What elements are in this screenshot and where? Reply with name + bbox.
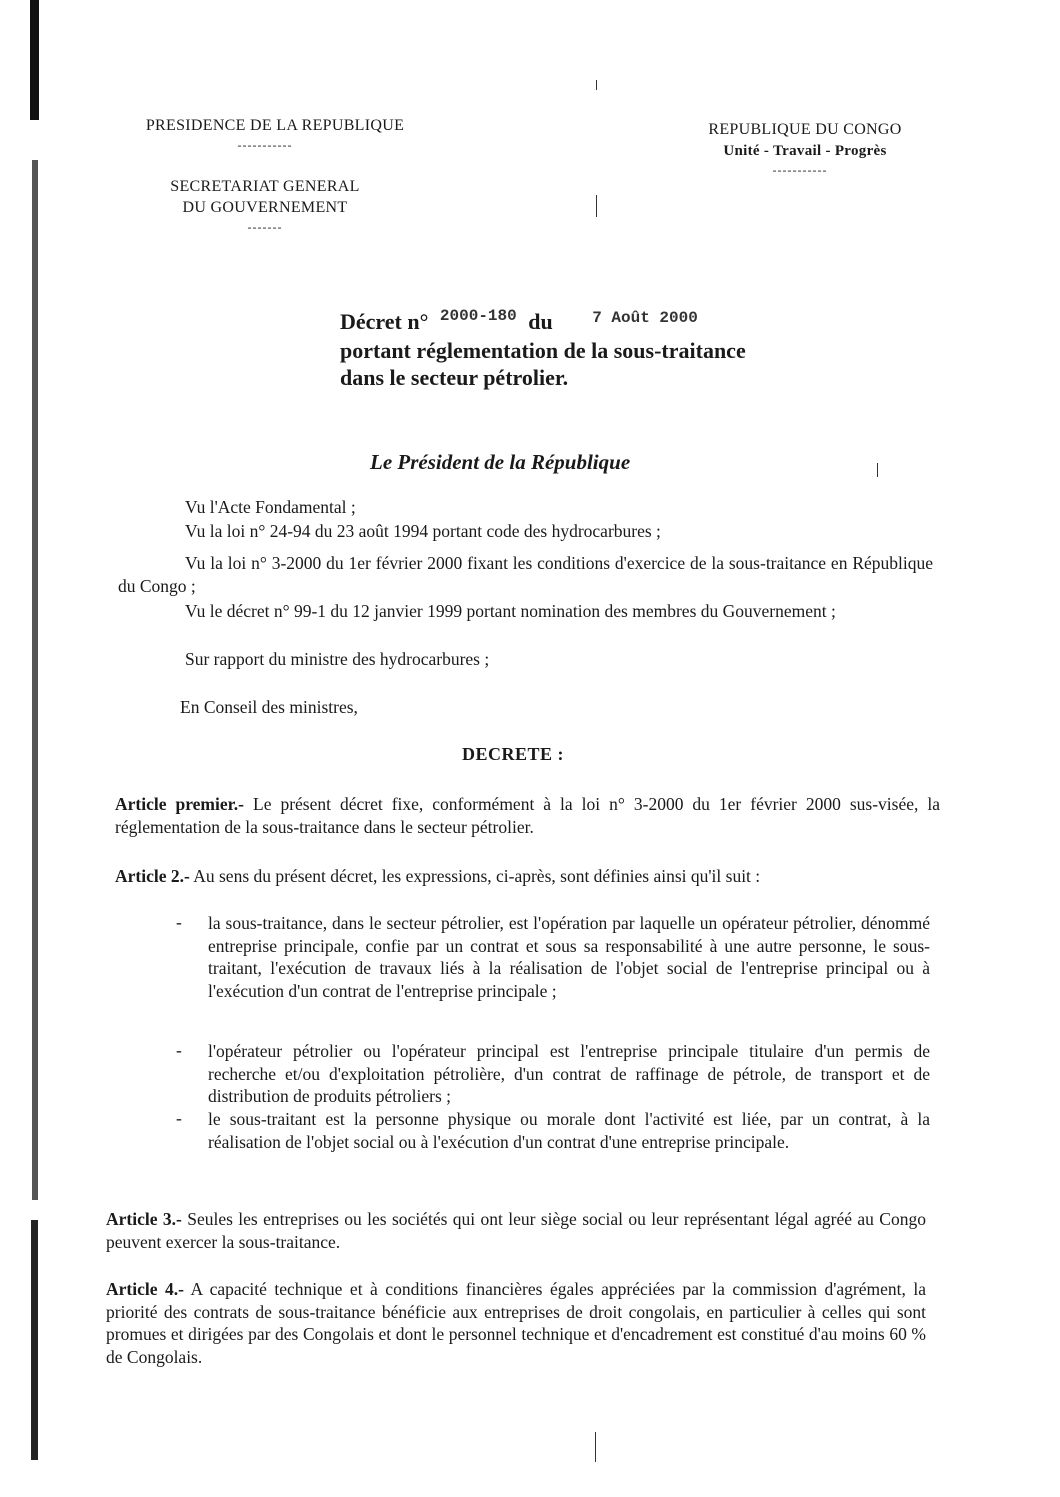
article-2	[115, 865, 940, 888]
article-4	[106, 1278, 926, 1368]
article-1	[115, 793, 940, 838]
header-right-separator: -----------	[772, 163, 828, 177]
decree-subject-line1: portant réglementation de la sous-traitance	[340, 338, 746, 363]
article-2-text: Au sens du présent décret, les expressions, ci-après, sont définies ainsi qu'il suit :	[189, 866, 761, 886]
header-left-separator: -----------	[237, 138, 293, 152]
definition-1: la sous-traitance, dans le secteur pétrolier, est l'opération par laquelle un opérateur pétrolier, dénommé entreprise principale, confie par un contrat et sous sa responsabilité à une autre personne, le sous-traitant, l'exécution de travaux liés à la réalisation de l'objet social de l'entreprise principal ou à l'exécution d'un contrat de l'entreprise principale ;	[208, 913, 930, 1001]
scan-edge-mark	[30, 0, 39, 120]
header-left-line1: PRESIDENCE DE LA REPUBLIQUE	[145, 117, 405, 134]
decree-subject-line2: dans le secteur pétrolier.	[340, 365, 569, 390]
decree-label: Décret n°	[340, 309, 429, 334]
decree-date: 7 Août 2000	[592, 309, 698, 327]
scan-edge-mark	[32, 160, 38, 1200]
article-1-label: Article premier.-	[115, 794, 245, 814]
header-left-line2: SECRETARIAT GENERAL	[170, 178, 360, 195]
definition-dash: -	[176, 1040, 182, 1060]
header-left-line3: DU GOUVERNEMENT	[182, 199, 348, 216]
article-3-label: Article 3.-	[106, 1209, 182, 1229]
definition-3: le sous-traitant est la personne physique ou morale dont l'activité est liée, par un contrat, à la réalisation de l'objet social ou à l'exécution d'un contrat d'une entreprise principale.	[208, 1109, 930, 1152]
article-4-label: Article 4.-	[106, 1279, 184, 1299]
header-left-separator-2: -------	[247, 220, 283, 234]
article-3-text: Seules les entreprises ou les sociétés qui ont leur siège social ou leur représentant légal agréé au Congo peuvent exercer la sous-traitance.	[106, 1209, 926, 1252]
article-1-text: Le présent décret fixe, conformément à la loi n° 3-2000 du 1er février 2000 sus-visée, la réglementation de la sous-traitance dans le secteur pétrolier.	[115, 794, 940, 837]
definition-dash: -	[176, 1108, 182, 1128]
definition-2: l'opérateur pétrolier ou l'opérateur principal est l'entreprise principale titulaire d'un permis de recherche et/ou d'exploitation pétrolière, d'un contrat de raffinage de pétrole, de transport et de distribution de produits pétroliers ;	[208, 1041, 930, 1107]
header-right-motto: Unité - Travail - Progrès	[723, 143, 887, 159]
scan-mark	[596, 195, 597, 217]
article-2-label: Article 2.-	[115, 866, 190, 886]
visa-2: Vu la loi n° 24-94 du 23 août 1994 portant code des hydrocarbures ;	[185, 521, 661, 541]
definition-dash: -	[176, 912, 182, 932]
visa-3: Vu la loi n° 3-2000 du 1er février 2000 fixant les conditions d'exercice de la sous-traitance en République du Congo ;	[118, 553, 933, 596]
scan-edge-mark	[31, 1220, 38, 1460]
decree-du: du	[528, 309, 553, 334]
scan-mark	[877, 463, 878, 477]
decree-title	[340, 308, 860, 339]
conseil-line: En Conseil des ministres,	[180, 697, 358, 717]
scan-mark	[595, 1432, 596, 1462]
decree-number: 2000-180	[439, 307, 517, 325]
decrete-heading: DECRETE :	[462, 744, 565, 764]
header-right-line1: REPUBLIQUE DU CONGO	[708, 121, 902, 138]
scan-mark	[596, 80, 597, 90]
visa-4: Vu le décret n° 99-1 du 12 janvier 1999 portant nomination des membres du Gouvernement ;	[185, 601, 836, 621]
article-4-text: A capacité technique et à conditions financières égales appréciées par la commission d'agrément, la priorité des contrats de sous-traitance bénéficie aux entreprises de droit congolais, en particulier à celles qui sont promues et dirigées par des Congolais et dont le personnel technique et d'encadrement est constitué d'au moins 60 % de Congolais.	[106, 1279, 926, 1367]
visa-5: Sur rapport du ministre des hydrocarbures ;	[185, 649, 490, 669]
president-heading: Le Président de la République	[370, 450, 631, 474]
visa-1: Vu l'Acte Fondamental ;	[185, 497, 356, 517]
article-3	[106, 1208, 926, 1253]
